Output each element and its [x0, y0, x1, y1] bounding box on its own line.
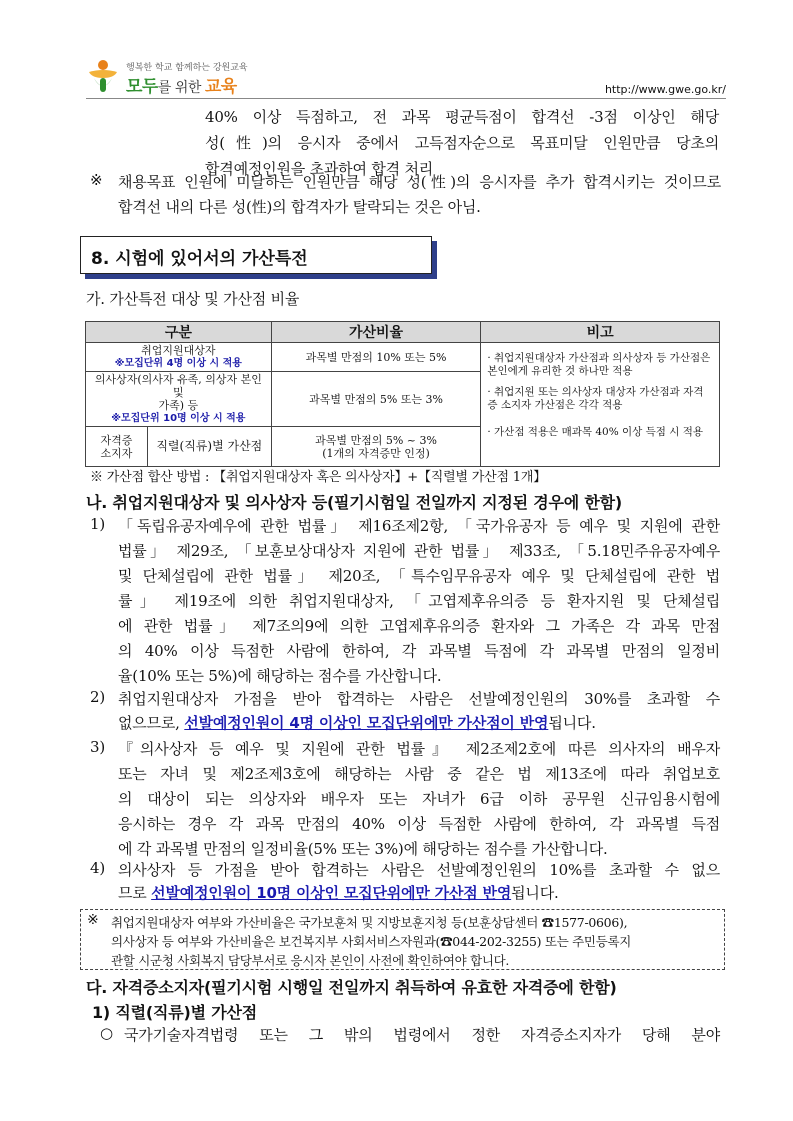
- header-divider: [86, 98, 726, 99]
- subsection-title-na: 나. 취업지원대상자 및 의사상자 등(필기시험일 전일까지 지정된 경우에 한함): [86, 493, 623, 512]
- p1-line: 에 관한 법률」 제7조의9에 의한 고엽제후유의증 환자와 그 가족은 각 과목 만점: [118, 617, 720, 635]
- item-number: 4): [90, 859, 105, 877]
- notice-mark: ※: [87, 912, 99, 928]
- p3-line: 또는 자녀 및 제2조제3호에 해당하는 사람 중 같은 법 제13조에 따라 취업보호: [118, 765, 720, 783]
- logo-wordmark: 모두를 위한 교육: [126, 77, 237, 97]
- notice-box: [80, 909, 725, 970]
- da1-title: 1) 직렬(직류)별 가산점: [92, 1003, 258, 1022]
- sum-method-note: ※ 가산점 합산 방법 : 【취업지원대상자 혹은 의사상자】+【직렬별 가산점 1개】: [90, 470, 547, 485]
- table-header: 가산비율: [271, 322, 481, 343]
- note-mark: ※: [90, 171, 103, 189]
- p2-line: 없으므로, 선발예정인원이 4명 이상인 모집단위에만 가산점이 반영됩니다.: [118, 714, 596, 732]
- intro-note-line: 채용목표 인원에 미달하는 인원만큼 해당 성(性)의 응시자를 추가 합격시키는 것이므로: [118, 173, 721, 191]
- site-url[interactable]: http://www.gwe.go.kr/: [604, 83, 726, 96]
- logo-icon: [86, 58, 120, 94]
- da1-body-line: 국가기술자격법령 또는 그 밖의 법령에서 정한 자격증소지자가 당해 분야: [124, 1026, 720, 1044]
- p1-line: 「독립유공자예우에 관한 법률」 제16조제2항, 「국가유공자 등 예우 및 지원에 관한: [118, 517, 720, 535]
- intro-line: 합격예정인원을 초과하여 합격 처리: [205, 160, 434, 178]
- notice-line: 관할 시군청 사회복지 담당부서로 응시자 본인이 사전에 확인하여야 합니다.: [111, 953, 510, 968]
- p2-line: 취업지원대상자 가점을 받아 합격하는 사람은 선발예정인원의 30%를 초과할 수: [118, 690, 720, 708]
- table-cell: 과목별 만점의 5% ~ 3% (1개의 자격증만 인정): [271, 427, 481, 467]
- page-header: [86, 58, 726, 102]
- p3-line: 『의사상자 등 예우 및 지원에 관한 법률』 제2조제2호에 따른 의사자의 배우자: [118, 740, 720, 758]
- highlight-text: 선발예정인원이 10명 이상인 모집단위에만 가산점 반영: [151, 884, 512, 902]
- notice-line: 의사상자 등 여부와 가산비율은 보건복지부 사회서비스자원과(☎044-202-3255) 또는 주민등록지: [111, 934, 632, 949]
- table-notes: · 취업지원대상자 가산점과 의사상자 등 가산점은 본인에게 유리한 것 하나만 적용 · 취업지원 또는 의사상자 대상자 가산점과 자격증 소지자 가산점은 각각 적용 · 가산점 적용은 매과목 40% 이상 득점 시 적용: [481, 343, 720, 467]
- table-cell: 의사상자(의사자 유족, 의상자 본인 및 가족) 등 ※모집단위 10명 이상 시 적용: [86, 372, 272, 427]
- p3-line: 에 각 과목별 만점의 일정비율(5% 또는 3%)에 해당하는 점수를 가산합니다.: [118, 840, 608, 858]
- p4-line: 의사상자 등 가점을 받아 합격하는 사람은 선발예정인원의 10%를 초과할 수 없으: [118, 861, 720, 879]
- table-header: 비고: [481, 322, 720, 343]
- p3-line: 응시하는 경우 각 과목 만점의 40% 이상 득점한 사람에 한하여, 각 과목별 득점: [118, 815, 720, 833]
- logo-slogan: 행복한 학교 함께하는 강원교육: [126, 63, 248, 73]
- bonus-table: [85, 321, 720, 467]
- p1-line: 률」 제19조에 의한 취업지원대상자, 「고엽제후유의증 등 환자지원 및 단체설립: [118, 592, 720, 610]
- item-number: 1): [90, 515, 105, 533]
- section-title: 8. 시험에 있어서의 가산특전: [91, 249, 308, 269]
- notice-line: 취업지원대상자 여부와 가산비율은 국가보훈처 및 지방보훈지청 등(보훈상담센터 ☎1577-0606),: [111, 915, 628, 930]
- table-cell: 직렬(직류)별 가산점: [147, 427, 271, 467]
- intro-line: 성(性)의 응시자 중에서 고득점자순으로 목표미달 인원만큼 당초의: [205, 134, 719, 152]
- subsection-title-ga: 가. 가산특전 대상 및 가산점 비율: [86, 290, 300, 308]
- table-cell: 과목별 만점의 10% 또는 5%: [271, 343, 481, 372]
- section-title-box: [80, 236, 432, 274]
- highlight-text: 선발예정인원이 4명 이상인 모집단위에만 가산점이 반영: [184, 714, 549, 732]
- p1-line: 율(10% 또는 5%)에 해당하는 점수를 가산합니다.: [118, 667, 442, 685]
- p1-line: 법률」 제29조, 「보훈보상대상자 지원에 관한 법률」 제33조, 「5.18민주유공자예우: [118, 542, 720, 560]
- p4-line: 므로 선발예정인원이 10명 이상인 모집단위에만 가산점 반영됩니다.: [118, 884, 559, 902]
- item-number: 3): [90, 738, 105, 756]
- table-cell: 자격증 소지자: [86, 427, 148, 467]
- subsection-title-da: 다. 자격증소지자(필기시험 시행일 전일까지 취득하여 유효한 자격증에 한함): [86, 978, 617, 997]
- intro-note-line: 합격선 내의 다른 성(性)의 합격자가 탈락되는 것은 아님.: [118, 198, 481, 216]
- intro-line: 40% 이상 득점하고, 전 과목 평균득점이 합격선 -3점 이상인 해당: [205, 108, 719, 126]
- table-cell: 과목별 만점의 5% 또는 3%: [271, 372, 481, 427]
- circle-bullet: ○: [100, 1024, 113, 1042]
- table-header: 구분: [86, 322, 272, 343]
- table-cell: 취업지원대상자 ※모집단위 4명 이상 시 적용: [86, 343, 272, 372]
- item-number: 2): [90, 688, 105, 706]
- p1-line: 및 단체설립에 관한 법률」 제20조, 「특수임무유공자 예우 및 단체설립에 관한 법: [118, 567, 720, 585]
- p3-line: 의 대상이 되는 의상자와 배우자 또는 자녀가 6급 이하 공무원 신규임용시험에: [118, 790, 720, 808]
- p1-line: 의 40% 이상 득점한 사람에 한하여, 각 과목별 득점에 각 과목별 만점의 일정비: [118, 642, 720, 660]
